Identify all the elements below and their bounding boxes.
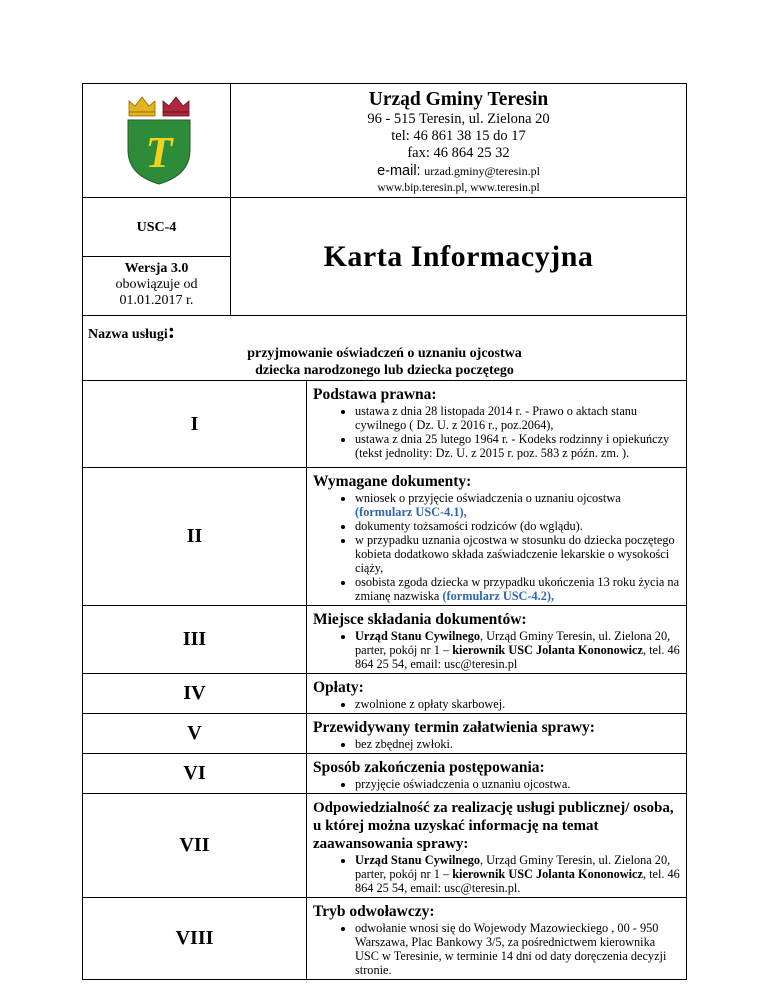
- card-title: Karta Informacyjna: [231, 198, 687, 316]
- card-code-cell: [83, 198, 231, 257]
- list-item: • w przypadku uznania ojcostwa w stosunku do dziecka poczętego kobieta dodatkowo składa zaświadczenie lekarskie o wysokości ciąży,: [355, 533, 680, 575]
- email-label: e-mail:: [377, 163, 421, 179]
- office-address: 96 - 515 Teresin, ul. Zielona 20: [367, 111, 550, 127]
- office-email-row: [231, 163, 686, 180]
- list-item: • osobista zgoda dziecka w przypadku ukończenia 13 roku życia na zmianę nazwiska (formularz USC-4.2),: [355, 575, 680, 603]
- section-number-4: IV: [83, 674, 307, 714]
- form-link-usc-4-2[interactable]: (formularz USC-4.2),: [442, 589, 555, 603]
- list-item: • Urząd Stanu Cywilnego, Urząd Gminy Teresin, ul. Zielona 20, parter, pokój nr 1 – kierownik USC Jolanta Kononowicz, tel. 46 864 25 54, email: usc@teresin.pl.: [355, 853, 680, 895]
- section-number-5: V: [83, 714, 307, 754]
- coat-of-arms-logo: [126, 95, 192, 185]
- office-websites[interactable]: www.bip.teresin.pl, www.teresin.pl: [377, 182, 540, 194]
- information-card: [82, 83, 687, 980]
- section-number-1: I: [83, 381, 307, 468]
- section-title: Przewidywany termin załatwienia sprawy:: [313, 719, 595, 736]
- svg-text:T: T: [145, 128, 173, 177]
- section-fees: [307, 674, 687, 714]
- logo-cell: [83, 84, 231, 198]
- section-number-7: VII: [83, 794, 307, 898]
- section-title: Odpowiedzialność za realizację usługi publicznej/ osoba, u której można uzyskać informację na temat zaawansowania sprawy:: [313, 800, 674, 852]
- service-name: przyjmowanie oświadczeń o uznaniu ojcostwa dziecka narodzonego lub dziecka poczętego: [247, 346, 522, 378]
- version-valid-label: obowiązuje od: [115, 277, 198, 292]
- list-item: • dokumenty tożsamości rodziców (do wglądu).: [355, 519, 680, 533]
- form-link-usc-4-1[interactable]: (formularz USC-4.1),: [355, 505, 467, 519]
- section-number-8: VIII: [83, 898, 307, 980]
- version-title: Wersja 3.0: [124, 261, 189, 276]
- card-table: [82, 83, 687, 980]
- version-date: 01.01.2017 r.: [119, 293, 194, 308]
- section-number-3: III: [83, 606, 307, 674]
- section-number-2: II: [83, 468, 307, 606]
- section-completion: [307, 754, 687, 794]
- section-title: Tryb odwoławczy:: [313, 903, 435, 920]
- list-item: • zwolnione z opłaty skarbowej.: [355, 697, 680, 711]
- office-fax: fax: 46 864 25 32: [407, 145, 510, 161]
- service-label: Nazwa usługi:: [88, 318, 176, 343]
- section-title: Podstawa prawna:: [313, 386, 437, 403]
- list-item: • Urząd Stanu Cywilnego, Urząd Gminy Teresin, ul. Zielona 20, parter, pokój nr 1 – kierownik USC Jolanta Kononowicz, tel. 46 864 25 54, email: usc@teresin.pl: [355, 629, 680, 671]
- office-phone: tel: 46 861 38 15 do 17: [391, 128, 526, 144]
- section-title: Miejsce składania dokumentów:: [313, 611, 527, 628]
- section-legal-basis: [307, 381, 687, 468]
- list-item: • ustawa z dnia 28 listopada 2014 r. - Prawo o aktach stanu cywilnego ( Dz. U. z 2016 r., poz.2064),: [355, 404, 680, 432]
- section-submission-place: [307, 606, 687, 674]
- version-cell: [83, 257, 231, 316]
- list-item: • odwołanie wnosi się do Wojewody Mazowieckiego , 00 - 950 Warszawa, Plac Bankowy 3/5, za pośrednictwem kierownika USC w Teresinie, w terminie 14 dni od daty doręczenia decyzji stronie.: [355, 921, 680, 977]
- section-appeal: [307, 898, 687, 980]
- list-item: • wniosek o przyjęcie oświadczenia o uznaniu ojcostwa (formularz USC-4.1),: [355, 491, 680, 519]
- card-code: USC-4: [136, 220, 177, 235]
- section-title: Wymagane dokumenty:: [313, 473, 472, 490]
- list-item: • ustawa z dnia 25 lutego 1964 r. - Kodeks rodzinny i opiekuńczy (tekst jednolity: Dz. U. z 2015 r. poz. 583 z późn. zm. ).: [355, 432, 680, 460]
- office-name: Urząd Gminy Teresin: [368, 89, 549, 110]
- section-number-6: VI: [83, 754, 307, 794]
- section-deadline: [307, 714, 687, 754]
- office-email[interactable]: urzad.gminy@teresin.pl: [424, 164, 540, 178]
- office-header: [231, 84, 687, 198]
- section-title: Sposób zakończenia postępowania:: [313, 759, 545, 776]
- list-item: • bez zbędnej zwłoki.: [355, 737, 680, 751]
- section-responsibility: [307, 794, 687, 898]
- list-item: • przyjęcie oświadczenia o uznaniu ojcostwa.: [355, 777, 680, 791]
- section-title: Opłaty:: [313, 679, 364, 696]
- service-name-cell: [83, 316, 687, 381]
- section-required-documents: [307, 468, 687, 606]
